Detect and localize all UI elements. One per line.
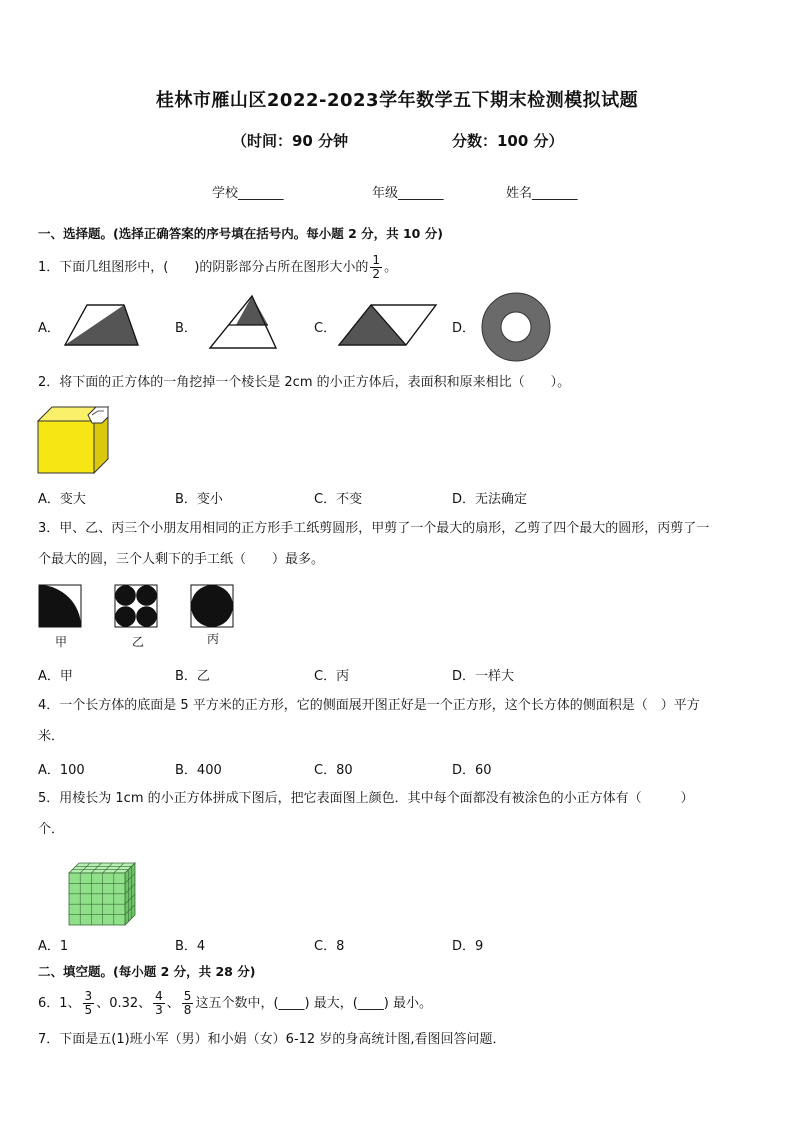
question-7: 7．下面是五(1)班小军（男）和小娟（女）6-12 岁的身高统计图,看图回答问题．: [38, 1032, 506, 1047]
q1-text: 1．下面几组图形中，( )的阴影部分占所在图形大小的: [38, 260, 369, 275]
page-title: 桂林市雁山区2022-2023学年数学五下期末检测模拟试题: [155, 90, 639, 111]
q2-option-d[interactable]: D．无法确定: [452, 492, 528, 507]
q2-option-b[interactable]: B．变小: [175, 492, 223, 507]
caption-yi: 乙: [132, 635, 145, 649]
q3-option-b[interactable]: B．乙: [175, 669, 210, 684]
question-2: 2．将下面的正方体的一角挖掉一个棱长是 2cm 的小正方体后，表面积和原来相比（ ）。: [38, 375, 571, 390]
q3-option-a[interactable]: A．甲: [38, 669, 73, 684]
quarter-circle-figure-jia: [38, 584, 82, 628]
q4-option-d[interactable]: D．60: [452, 763, 492, 778]
q5-option-c[interactable]: C．8: [314, 939, 345, 954]
section2-heading: 二、填空题。(每小题 2 分，共 28 分): [38, 964, 256, 979]
q2-option-a[interactable]: A．变大: [38, 492, 86, 507]
q3-option-c[interactable]: C．丙: [314, 669, 350, 684]
caption-bing: 丙: [207, 632, 220, 646]
q1-fraction: $\frac{1}{2}$: [372, 253, 381, 281]
green-cube-stack-figure: [66, 860, 138, 928]
q1-option-d[interactable]: D．: [452, 321, 476, 336]
time-label: （时间：90 分钟: [232, 132, 349, 150]
q1-option-a[interactable]: A．: [38, 321, 60, 336]
triangle-figure-b: [200, 293, 280, 353]
four-circles-figure-yi: [114, 584, 158, 628]
ring-figure-d: [480, 291, 552, 363]
question-4-line2: 米．: [38, 729, 65, 744]
q6-fraction-3: $\frac{5}{8}$: [183, 989, 192, 1017]
grade-field[interactable]: 年级_______: [372, 186, 444, 201]
school-field[interactable]: 学校_______: [212, 186, 284, 201]
q6-fraction-2: $\frac{4}{3}$: [155, 989, 163, 1017]
q6-fraction-1: $\frac{3}{5}$: [84, 989, 93, 1017]
parallelogram-figure-c: [336, 300, 440, 350]
q2-option-c[interactable]: C．不变: [314, 492, 363, 507]
q4-option-b[interactable]: B．400: [175, 763, 222, 778]
question-3-line2: 个最大的圆，三个人剩下的手工纸（ ）最多。: [38, 552, 325, 567]
q1-option-b[interactable]: B．: [175, 321, 197, 336]
caption-jia: 甲: [55, 635, 68, 649]
question-3-line1: 3．甲、乙、丙三个小朋友用相同的正方形手工纸剪圆形，甲剪了一个最大的扇形，乙剪了四个最大的圆形，丙剪了一: [38, 521, 710, 536]
q3-option-d[interactable]: D．一样大: [452, 669, 515, 684]
q4-option-a[interactable]: A．100: [38, 763, 85, 778]
trapezoid-figure-a: [62, 300, 142, 350]
q4-option-c[interactable]: C．80: [314, 763, 353, 778]
question-5-line2: 个．: [38, 822, 65, 837]
q1-option-c[interactable]: C．: [314, 321, 337, 336]
question-6: 6．1、 $\frac{3}{5}$ 、0.32、 $\frac{4}{3}$ 、 $\frac{5}{8}$ 这五个数中，(____) 最大，(____) 最小。: [38, 989, 432, 1017]
section1-heading: 一、选择题。(选择正确答案的序号填在括号内。每小题 2 分，共 10 分): [38, 226, 443, 241]
name-field[interactable]: 姓名_______: [506, 186, 578, 201]
question-5-line1: 5．用棱长为 1cm 的小正方体拼成下图后，把它表面图上颜色．其中每个面都没有被涂色的小正方体有（ ）: [38, 791, 694, 806]
circle-figure-bing: [190, 584, 234, 628]
q5-option-a[interactable]: A．1: [38, 939, 69, 954]
q5-option-b[interactable]: B．4: [175, 939, 206, 954]
q5-option-d[interactable]: D．9: [452, 939, 484, 954]
score-label: 分数：100 分）: [452, 132, 564, 150]
yellow-cube-figure: [36, 403, 112, 475]
question-1: 1．下面几组图形中，( )的阴影部分占所在图形大小的 $\frac{1}{2}$ 。: [38, 253, 398, 281]
question-4-line1: 4．一个长方体的底面是 5 平方米的正方形，它的侧面展开图正好是一个正方形，这个长方体的侧面积是（ ）平方: [38, 698, 700, 713]
